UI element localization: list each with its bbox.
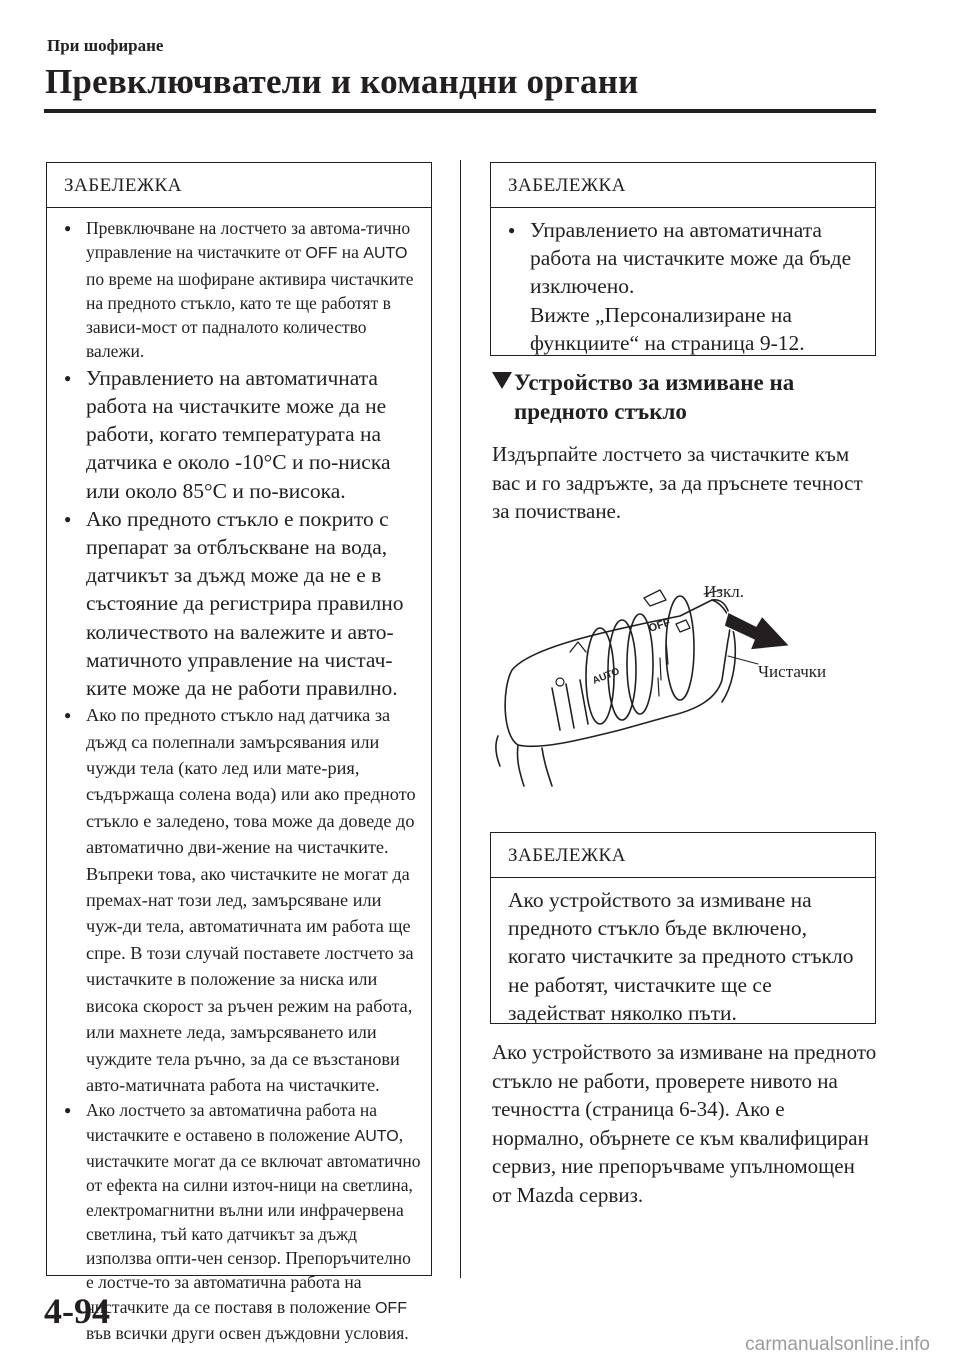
page-title: Превключватели и командни органи xyxy=(45,62,639,101)
right-note-box-1 xyxy=(490,162,876,356)
right-note-2-text: Ако устройството за измиване на предното стъкло бъде включено, когато чистачките за предното стъкло не работят, чистачките ще се задействат няколко пъти. xyxy=(508,888,854,1025)
bullet-1-text-c: по време на шофиране активира чистачките на предното стъкло, като те ще работят в зависи-мост от падналото количество валежи. xyxy=(86,268,414,362)
left-note-bullet-5 xyxy=(64,1098,421,1345)
right-note-1-reference: Вижте „Персонализиране на функциите“ на страница 9-12. xyxy=(530,302,805,355)
left-note-bullet-2: ● Управлението на автоматичната работа на чистачките може да не работи, когато температурата на датчика е около -10°C и по-ниска или около 85°C и по-висока. xyxy=(64,364,421,505)
header-section-label: При шофиране xyxy=(47,36,164,55)
lever-auto-label: AUTO xyxy=(591,666,622,687)
right-note-1-bullet xyxy=(508,216,865,357)
header-rule xyxy=(44,109,876,113)
wiper-lever-illustration xyxy=(490,560,875,790)
off-label: OFF xyxy=(374,1299,407,1317)
page-number: 4-94 xyxy=(44,1291,110,1331)
bullet-5-text-b: , чистачките могат да се включат автоматично от ефекта на силни източ-ници на светлина, електромагнитни вълни или инфрачервена светлина, тъй като датчикът за дъжд използва опти-чен сензор. Препоръчително е лостче-то за автоматична работа на чистачките да се поставя в положение xyxy=(86,1124,421,1317)
figure-label-wipers: Чистачки xyxy=(758,662,827,681)
right-note-1-body xyxy=(491,208,875,363)
left-note-bullet-1 xyxy=(64,216,421,364)
auto-label: AUTO xyxy=(363,245,408,263)
figure-label-off: Изкл. xyxy=(704,582,744,601)
washer-section-heading xyxy=(492,368,872,426)
left-note-body xyxy=(47,208,431,1351)
auto-label: AUTO xyxy=(354,1127,399,1145)
pull-arrow-icon xyxy=(724,612,790,650)
bullet-5-text-c: във всички други освен дъждовни условия. xyxy=(86,1322,409,1343)
bullet-1-text-a: Превключване на лостчето за автома-тично управление на чистачките от xyxy=(86,218,411,263)
triangle-marker-icon xyxy=(492,372,512,389)
right-note-1-heading: ЗАБЕЛЕЖКА xyxy=(491,163,875,208)
watermark: carmanualsonline.info xyxy=(745,1334,930,1355)
right-note-1-text: Управлението на автоматичната работа на чистачките може да бъде изключено. xyxy=(530,218,852,299)
column-divider xyxy=(460,160,461,1278)
left-note-bullet-4: ● Ако по предното стъкло над датчика за дъжд са полепнали замърсявания или чужди тела (като лед или мате-рия, съдържаща солена вода) или ако предното стъкло е заледено, това може да доведе до автоматично дви-жение на чистачките. Въпреки това, ако чистачките не могат да премах-нат този лед, замърсяване или чуж-ди тела, автоматичната им работа ще спре. В този случай поставете лостчето за чистачките в положение за ниска или висока скорост за ръчен режим на работа, или махнете леда, замърсяването или чуждите тела ръчно, за да се възстанови авто-матичната работа на чистачките. xyxy=(64,702,421,1098)
left-note-heading: ЗАБЕЛЕЖКА xyxy=(47,163,431,208)
bullet-1-text-b: на xyxy=(337,242,364,263)
washer-section-title: Устройство за измиване на предното стъкло xyxy=(514,370,795,424)
right-note-box-2 xyxy=(490,832,876,1024)
washer-instruction-text: Издърпайте лостчето за чистачките към вас и го задръжте, за да пръснете течност за почистване. xyxy=(492,442,863,523)
closing-paragraph: Ако устройството за измиване на предното стъкло не работи, проверете нивото на течността (страница 6-34). Ако е нормално, обърнете се към квалифициран сервиз, ние препоръчваме упълномощен от Mazda сервиз. xyxy=(492,1040,877,1207)
bullet-5-text-a: Ако лостчето за автоматична работа на чистачките е оставено в положение xyxy=(86,1100,377,1145)
lever-off-label: OFF xyxy=(647,616,672,635)
left-note-bullet-3: ● Ако предното стъкло е покрито с препарат за отблъскване на вода, датчикът за дъжд може да не е в състояние да регистрира правилно количеството на валежите и авто-матичното управление на чистач-ките може да не работи правилно. xyxy=(64,505,421,702)
right-note-2-body xyxy=(491,878,875,1033)
right-note-2-heading: ЗАБЕЛЕЖКА xyxy=(491,833,875,878)
off-label: OFF xyxy=(305,245,338,263)
